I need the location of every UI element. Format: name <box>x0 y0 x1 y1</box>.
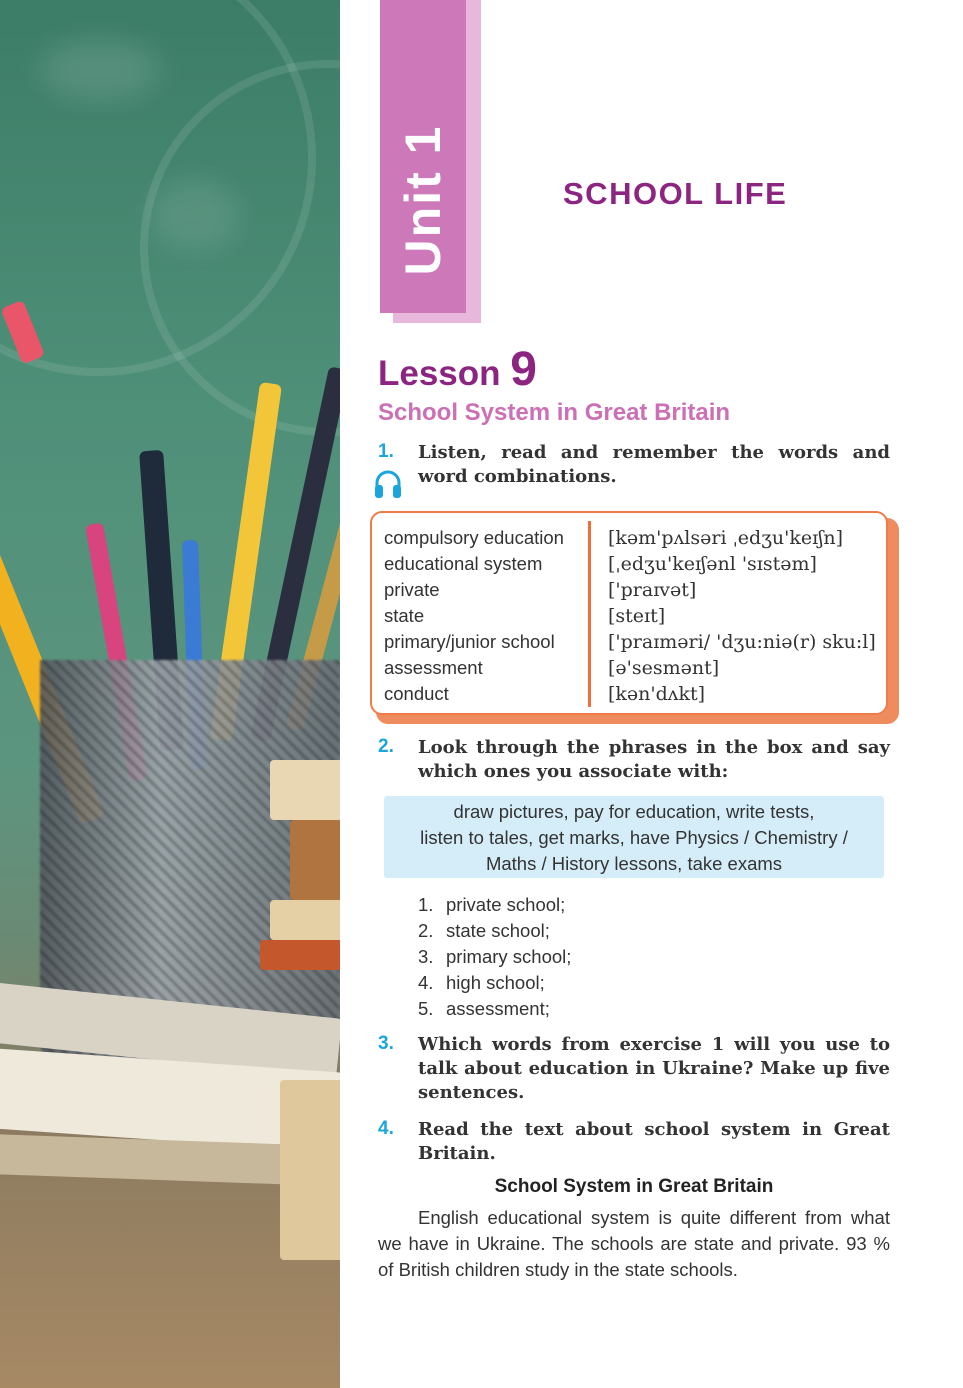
phrases-line: draw pictures, pay for education, write tests, <box>453 801 815 822</box>
vocabulary-box <box>370 511 888 715</box>
task-number: 2. <box>378 736 394 757</box>
list-number: 3. <box>418 946 434 967</box>
vocab-transcription: [ə'sesmənt] <box>608 657 720 679</box>
task-text: Listen, read and remember the words and word combinations. <box>418 442 890 487</box>
vocab-transcription: [ˌedʒu'keɪʃənl 'sɪstəm] <box>608 553 817 575</box>
lesson-number: 9 <box>510 343 537 396</box>
task-text: Which words from exercise 1 will you use to talk about education in Ukraine? Make up five sentences. <box>418 1034 890 1103</box>
vocab-word: private <box>384 579 440 600</box>
vocab-word: assessment <box>384 657 483 678</box>
task-3 <box>378 1033 890 1105</box>
reading-title: School System in Great Britain <box>494 1176 774 1197</box>
list-text: private school; <box>446 894 566 915</box>
lesson-word: Lesson <box>378 354 501 393</box>
task-text: Look through the phrases in the box and say which ones you associate with: <box>418 737 890 782</box>
list-number: 2. <box>418 920 434 941</box>
vocabulary-words <box>384 525 564 707</box>
cover-photo <box>0 0 340 1388</box>
list-item <box>418 970 571 996</box>
vocab-word: educational system <box>384 553 543 574</box>
task-1 <box>378 441 890 489</box>
list-text: state school; <box>446 920 550 941</box>
numbered-list <box>418 892 571 1022</box>
vocab-transcription: ['praɪvət] <box>608 579 697 601</box>
vocab-word: state <box>384 605 425 626</box>
reading-text: English educational system is quite different from what we have in Ukraine. The schools are state and private. 93 % of British children study in the state schools. <box>378 1207 890 1280</box>
vocabulary-transcriptions <box>608 525 876 707</box>
headphones-icon[interactable] <box>372 468 404 500</box>
phrases-line: listen to tales, get marks, have Physics / Chemistry / <box>420 827 848 848</box>
phrases-line: Maths / History lessons, take exams <box>485 853 783 874</box>
unit-label: Unit 1 <box>395 124 451 276</box>
vocab-transcription: [steɪt] <box>608 605 666 627</box>
vocab-word: conduct <box>384 683 449 704</box>
list-text: high school; <box>446 972 545 993</box>
list-number: 1. <box>418 894 434 915</box>
task-text: Read the text about school system in Great Britain. <box>418 1119 890 1164</box>
vocab-transcription: ['praɪməri/ 'dʒu:niə(r) sku:l] <box>608 631 876 653</box>
list-text: assessment; <box>446 998 550 1019</box>
task-number: 3. <box>378 1033 394 1054</box>
list-item <box>418 996 571 1022</box>
list-number: 5. <box>418 998 434 1019</box>
phrases-box <box>384 796 884 878</box>
unit-label-box <box>380 0 466 313</box>
list-item <box>418 892 571 918</box>
vocab-transcription: [kəm'pʌlsəri ˌedʒu'keɪʃn] <box>608 527 844 549</box>
list-item <box>418 918 571 944</box>
list-number: 4. <box>418 972 434 993</box>
unit-title: SCHOOL LIFE <box>563 176 788 211</box>
vocab-word: primary/junior school <box>384 631 555 652</box>
vocab-transcription: [kən'dʌkt] <box>608 683 706 705</box>
lesson-subtitle: School System in Great Britain <box>378 399 731 426</box>
vocabulary-divider <box>588 521 591 707</box>
task-4 <box>378 1118 890 1166</box>
lesson-heading <box>378 342 537 397</box>
task-number: 1. <box>378 441 394 462</box>
vocab-word: compulsory education <box>384 527 564 548</box>
list-text: primary school; <box>446 946 572 967</box>
task-number: 4. <box>378 1118 394 1139</box>
task-2 <box>378 736 890 784</box>
list-item <box>418 944 571 970</box>
